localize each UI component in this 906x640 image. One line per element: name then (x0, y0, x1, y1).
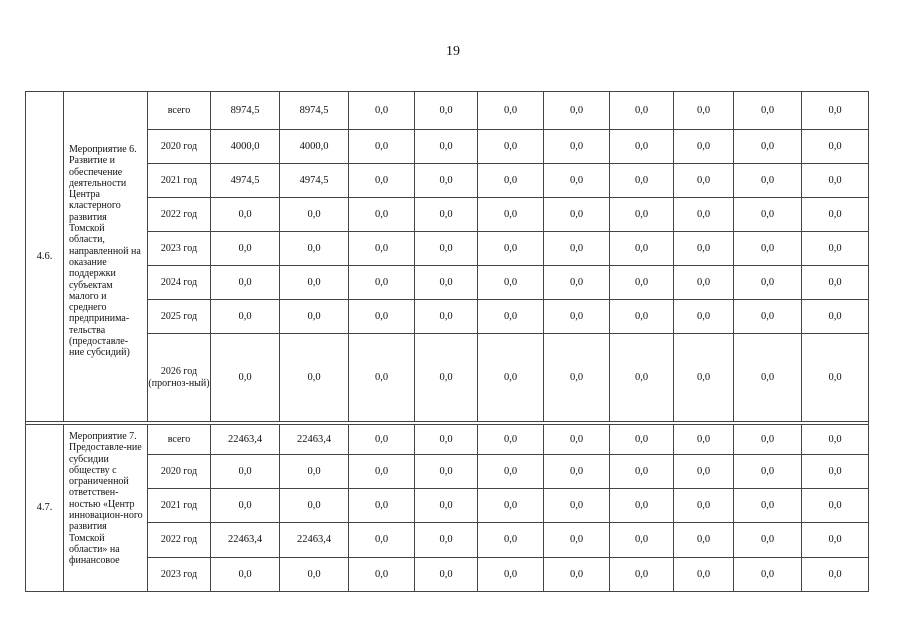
value-cell: 0,0 (674, 232, 734, 266)
value-cell: 4000,0 (211, 130, 280, 164)
budget-table (25, 91, 869, 592)
value-cell: 0,0 (478, 489, 544, 523)
table-row (26, 523, 869, 558)
value-cell: 0,0 (349, 266, 415, 300)
value-cell: 0,0 (280, 198, 349, 232)
value-cell: 0,0 (349, 300, 415, 334)
value-cell: 0,0 (610, 300, 674, 334)
value-cell: 0,0 (544, 300, 610, 334)
value-cell: 0,0 (544, 523, 610, 558)
value-cell: 0,0 (544, 558, 610, 592)
value-cell: 0,0 (802, 300, 869, 334)
value-cell: 0,0 (802, 558, 869, 592)
value-cell: 0,0 (802, 334, 869, 422)
value-cell: 0,0 (478, 334, 544, 422)
value-cell: 4000,0 (280, 130, 349, 164)
value-cell: 0,0 (734, 300, 802, 334)
period-cell: 2023 год (148, 558, 211, 592)
value-cell: 0,0 (280, 558, 349, 592)
value-cell: 0,0 (349, 455, 415, 489)
table-row (26, 232, 869, 266)
section-code: 4.6. (26, 92, 64, 422)
value-cell: 0,0 (280, 232, 349, 266)
value-cell: 8974,5 (280, 92, 349, 130)
period-cell: 2025 год (148, 300, 211, 334)
value-cell: 0,0 (280, 266, 349, 300)
value-cell: 0,0 (544, 232, 610, 266)
value-cell: 0,0 (674, 198, 734, 232)
value-cell: 22463,4 (211, 523, 280, 558)
table-row (26, 198, 869, 232)
value-cell: 0,0 (478, 198, 544, 232)
value-cell: 0,0 (478, 266, 544, 300)
table-row (26, 489, 869, 523)
section-description: Мероприятие 6. Развитие и обеспечение деятельности Центра кластерного развития Томской области, направленной на оказание поддержки субъектам малого и среднего предпринима-тельства (предоставле-ние субсидий) (64, 92, 148, 422)
value-cell: 0,0 (610, 198, 674, 232)
value-cell: 0,0 (349, 523, 415, 558)
value-cell: 0,0 (610, 92, 674, 130)
value-cell: 0,0 (802, 130, 869, 164)
value-cell: 0,0 (544, 92, 610, 130)
table-row (26, 425, 869, 455)
value-cell: 0,0 (478, 164, 544, 198)
period-cell: 2024 год (148, 266, 211, 300)
table-row (26, 266, 869, 300)
page-number: 19 (446, 44, 460, 59)
value-cell: 0,0 (415, 92, 478, 130)
value-cell: 0,0 (802, 425, 869, 455)
period-cell: 2021 год (148, 489, 211, 523)
period-cell: 2020 год (148, 130, 211, 164)
table-row (26, 300, 869, 334)
value-cell: 0,0 (211, 198, 280, 232)
value-cell: 0,0 (610, 164, 674, 198)
value-cell: 0,0 (610, 558, 674, 592)
value-cell: 0,0 (734, 558, 802, 592)
value-cell: 0,0 (674, 164, 734, 198)
period-cell: всего (148, 425, 211, 455)
value-cell: 0,0 (280, 334, 349, 422)
table-row (26, 92, 869, 130)
value-cell: 0,0 (674, 92, 734, 130)
value-cell: 0,0 (734, 232, 802, 266)
value-cell: 0,0 (674, 334, 734, 422)
value-cell: 0,0 (734, 523, 802, 558)
value-cell: 0,0 (674, 455, 734, 489)
value-cell: 0,0 (544, 198, 610, 232)
value-cell: 4974,5 (280, 164, 349, 198)
value-cell: 22463,4 (211, 425, 280, 455)
value-cell: 0,0 (544, 425, 610, 455)
value-cell: 22463,4 (280, 523, 349, 558)
value-cell: 4974,5 (211, 164, 280, 198)
value-cell: 0,0 (802, 232, 869, 266)
value-cell: 0,0 (280, 300, 349, 334)
period-cell: 2023 год (148, 232, 211, 266)
value-cell: 0,0 (280, 489, 349, 523)
value-cell: 0,0 (211, 334, 280, 422)
value-cell: 0,0 (802, 455, 869, 489)
value-cell: 0,0 (349, 558, 415, 592)
value-cell: 0,0 (610, 232, 674, 266)
value-cell: 0,0 (415, 455, 478, 489)
value-cell: 0,0 (415, 523, 478, 558)
value-cell: 0,0 (415, 198, 478, 232)
value-cell: 0,0 (415, 334, 478, 422)
value-cell: 0,0 (544, 334, 610, 422)
value-cell: 0,0 (211, 558, 280, 592)
value-cell: 0,0 (349, 334, 415, 422)
value-cell: 0,0 (734, 130, 802, 164)
value-cell: 0,0 (802, 489, 869, 523)
value-cell: 8974,5 (211, 92, 280, 130)
table-row (26, 130, 869, 164)
period-cell: 2021 год (148, 164, 211, 198)
value-cell: 0,0 (802, 164, 869, 198)
period-cell: 2026 год (прогноз-ный) (148, 334, 211, 422)
value-cell: 0,0 (802, 266, 869, 300)
value-cell: 0,0 (734, 489, 802, 523)
value-cell: 0,0 (734, 455, 802, 489)
value-cell: 0,0 (349, 164, 415, 198)
value-cell: 0,0 (478, 455, 544, 489)
value-cell: 0,0 (674, 558, 734, 592)
period-cell: всего (148, 92, 211, 130)
value-cell: 0,0 (674, 300, 734, 334)
value-cell: 0,0 (802, 523, 869, 558)
value-cell: 0,0 (674, 489, 734, 523)
period-cell: 2022 год (148, 523, 211, 558)
value-cell: 0,0 (415, 232, 478, 266)
value-cell: 22463,4 (280, 425, 349, 455)
value-cell: 0,0 (734, 334, 802, 422)
value-cell: 0,0 (674, 130, 734, 164)
value-cell: 0,0 (349, 198, 415, 232)
value-cell: 0,0 (478, 92, 544, 130)
value-cell: 0,0 (349, 130, 415, 164)
value-cell: 0,0 (211, 266, 280, 300)
value-cell: 0,0 (610, 523, 674, 558)
value-cell: 0,0 (478, 558, 544, 592)
value-cell: 0,0 (211, 489, 280, 523)
value-cell: 0,0 (349, 92, 415, 130)
section-description: Мероприятие 7. Предоставле-ние субсидии обществу с ограниченной ответствен-ностью «Центр инновацион-ного развития Томской области» на финансовое (64, 425, 148, 592)
value-cell: 0,0 (349, 489, 415, 523)
value-cell: 0,0 (734, 425, 802, 455)
value-cell: 0,0 (734, 164, 802, 198)
value-cell: 0,0 (211, 455, 280, 489)
value-cell: 0,0 (415, 558, 478, 592)
value-cell: 0,0 (415, 266, 478, 300)
value-cell: 0,0 (610, 130, 674, 164)
value-cell: 0,0 (280, 455, 349, 489)
value-cell: 0,0 (478, 232, 544, 266)
value-cell: 0,0 (674, 266, 734, 300)
value-cell: 0,0 (674, 425, 734, 455)
value-cell: 0,0 (211, 300, 280, 334)
table-row (26, 455, 869, 489)
value-cell: 0,0 (802, 198, 869, 232)
table-row (26, 164, 869, 198)
section-code: 4.7. (26, 425, 64, 592)
value-cell: 0,0 (610, 489, 674, 523)
value-cell: 0,0 (544, 164, 610, 198)
value-cell: 0,0 (349, 232, 415, 266)
value-cell: 0,0 (415, 130, 478, 164)
value-cell: 0,0 (544, 130, 610, 164)
value-cell: 0,0 (478, 523, 544, 558)
period-cell: 2020 год (148, 455, 211, 489)
period-cell: 2022 год (148, 198, 211, 232)
table-row (26, 558, 869, 592)
value-cell: 0,0 (610, 334, 674, 422)
value-cell: 0,0 (734, 266, 802, 300)
value-cell: 0,0 (415, 425, 478, 455)
value-cell: 0,0 (610, 266, 674, 300)
value-cell: 0,0 (674, 523, 734, 558)
value-cell: 0,0 (802, 92, 869, 130)
value-cell: 0,0 (610, 455, 674, 489)
value-cell: 0,0 (544, 489, 610, 523)
value-cell: 0,0 (734, 92, 802, 130)
value-cell: 0,0 (478, 425, 544, 455)
value-cell: 0,0 (415, 164, 478, 198)
value-cell: 0,0 (415, 489, 478, 523)
value-cell: 0,0 (544, 266, 610, 300)
value-cell: 0,0 (544, 455, 610, 489)
value-cell: 0,0 (478, 300, 544, 334)
value-cell: 0,0 (478, 130, 544, 164)
value-cell: 0,0 (349, 425, 415, 455)
value-cell: 0,0 (415, 300, 478, 334)
value-cell: 0,0 (610, 425, 674, 455)
table-row (26, 334, 869, 422)
value-cell: 0,0 (211, 232, 280, 266)
value-cell: 0,0 (734, 198, 802, 232)
